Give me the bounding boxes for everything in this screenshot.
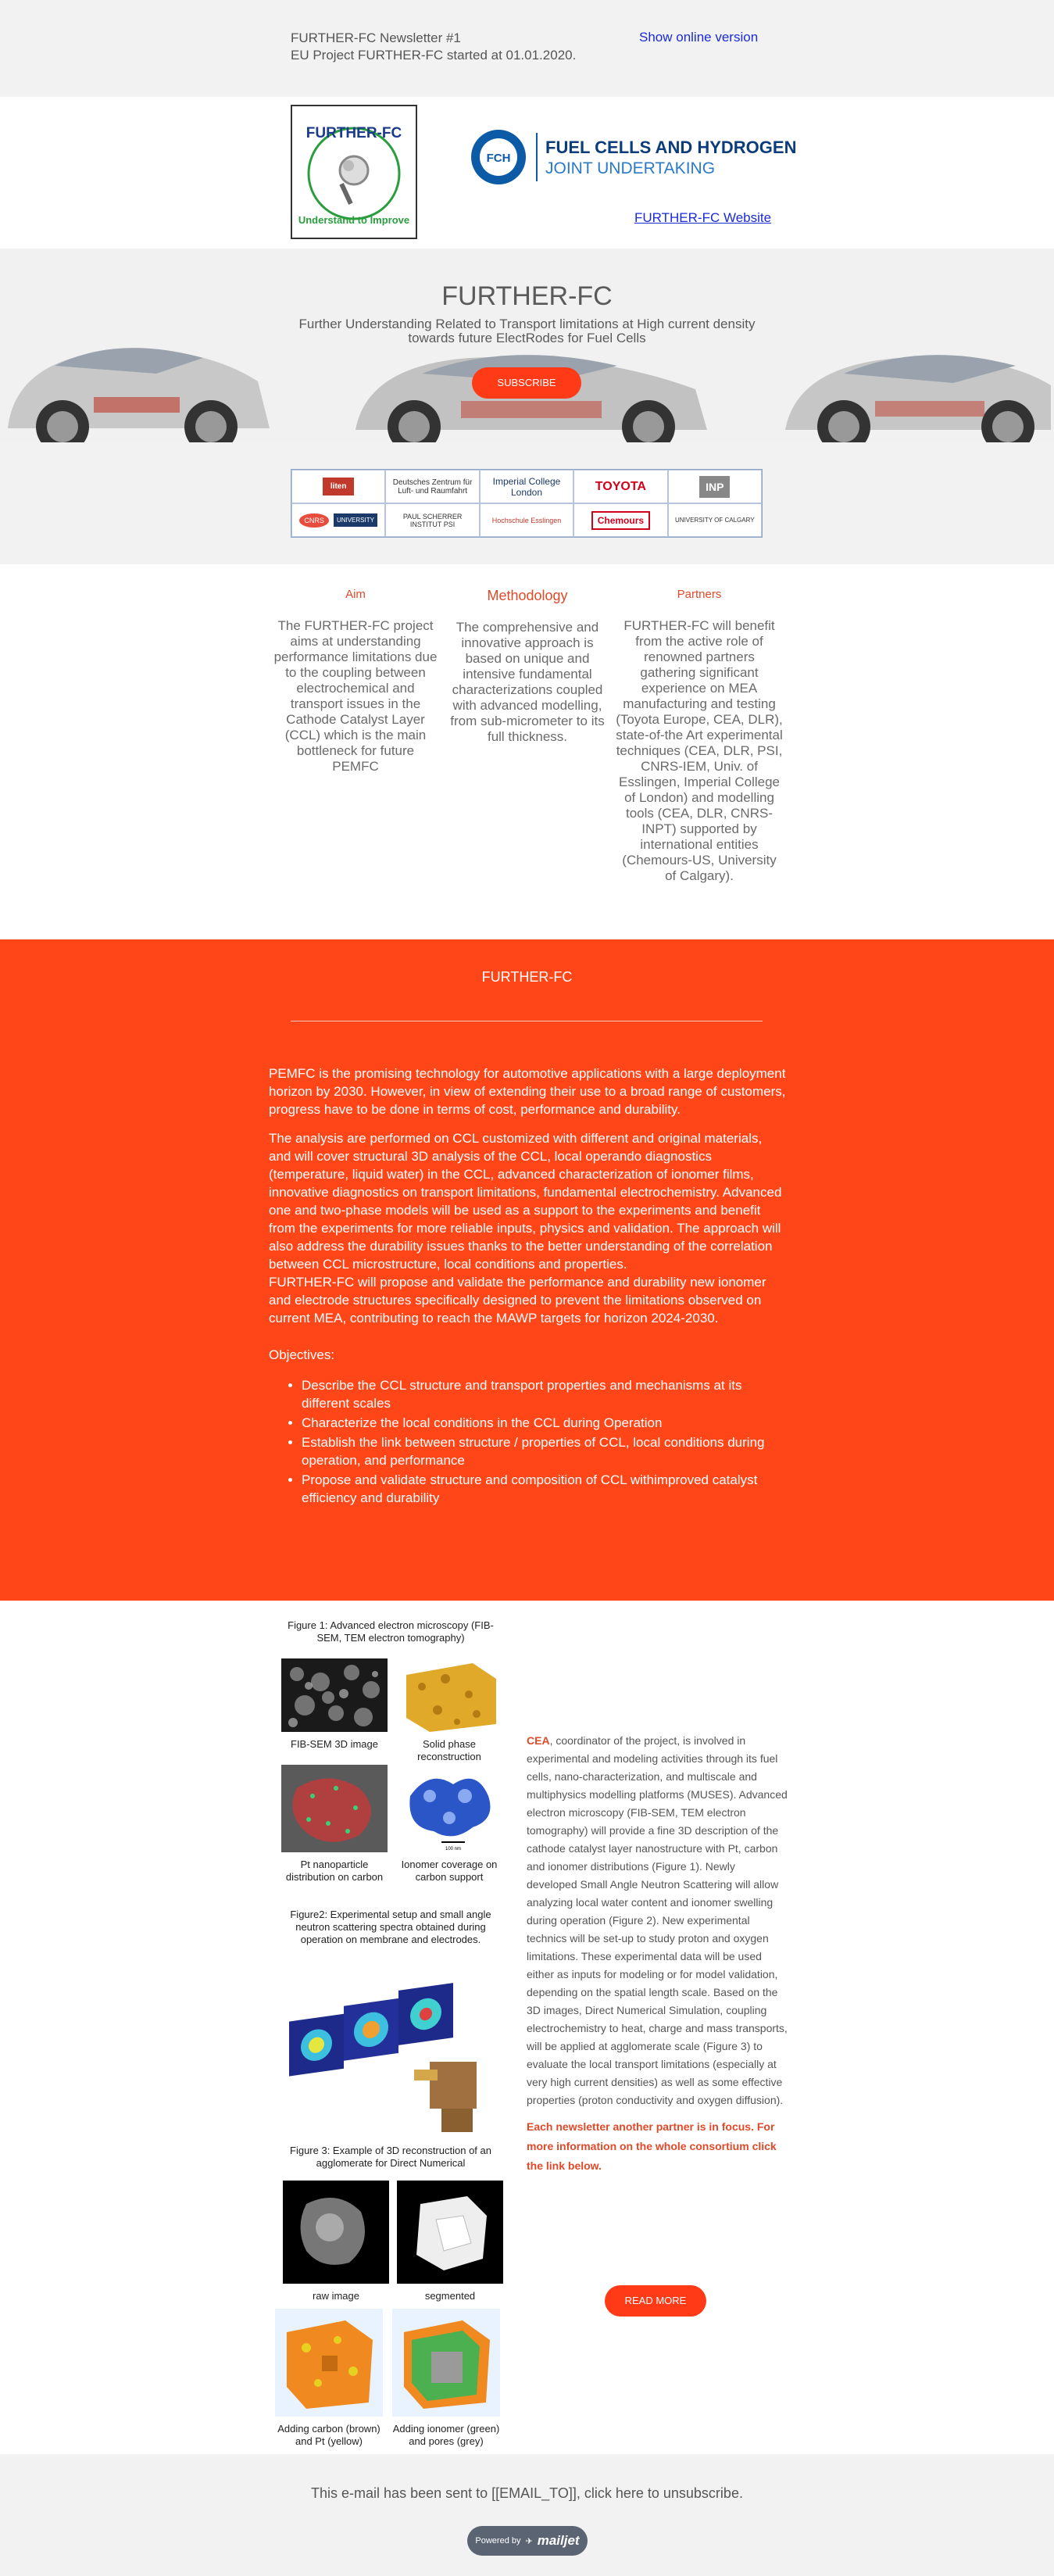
adding-carbon-image xyxy=(275,2309,383,2417)
objective-item: • Establish the link between structure / properties of CCL, local conditions during operation, and performance xyxy=(302,1433,788,1469)
adding-ionomer-image xyxy=(392,2309,500,2417)
partner-logo: TOYOTA xyxy=(573,470,667,503)
fib-sem-caption: FIB-SEM 3D image xyxy=(291,1738,378,1750)
fch-ju-logo xyxy=(469,122,797,192)
aim-title: Aim xyxy=(345,588,366,601)
logo-band xyxy=(0,97,1054,249)
partner-logos-band xyxy=(0,442,1054,564)
cea-focus-section xyxy=(0,1601,1054,2454)
adding-ionomer-caption: Adding ionomer (green) and pores (grey) xyxy=(392,2423,500,2447)
logo-tagline: Understand to Improve xyxy=(298,214,410,226)
partner-logo: Imperial College London xyxy=(480,470,573,503)
methodology-column xyxy=(444,588,611,745)
partner-logo: INP xyxy=(668,470,762,503)
newsletter-header xyxy=(0,0,1054,97)
figure2-caption: Figure2: Experimental setup and small angle neutron scattering spectra obtained during operation on membrane and electrodes. xyxy=(290,1909,491,1945)
partner-logo: Deutsches Zentrum für Luft- und Raumfahrt xyxy=(385,470,479,503)
further-fc-website-link[interactable]: FURTHER-FC Website xyxy=(634,210,772,225)
hero-subtitle-line2: towards future ElectRodes for Fuel Cells xyxy=(408,331,646,345)
logo-name: FURTHER-FC xyxy=(305,125,402,141)
paper-plane-icon: ✈ xyxy=(525,2536,533,2546)
partner-logo: Chemours xyxy=(573,503,667,537)
raw-image xyxy=(283,2181,389,2284)
project-paragraph: The analysis are performed on CCL customized with different and original materials, and will cover structural 3D analysis of the CCL, local operando diagnostics (temperature, liquid water) in the CCL, advanced characterization of ionomer films, innovative diagnostics on transport limitations, fundamental electrochemistry. Advanced one and two-phase models will be used as a support to the experiments and benefit from the experiments for more reliable inputs, physics and validation. The approach will also address the durability issues thanks to the better understanding of the correlation between CCL microstructure, local conditions and properties. xyxy=(269,1131,782,1272)
aim-column xyxy=(272,588,439,775)
methodology-text: The comprehensive and innovative approach is based on unique and intensive fundamental characterizations coupled with advanced modelling, from sub-micrometer to its full thickness. xyxy=(450,620,605,744)
partner-logos-grid xyxy=(291,469,763,538)
partner-logo: liten xyxy=(291,470,385,503)
solid-phase-image xyxy=(398,1655,500,1733)
unsubscribe-link[interactable]: This e-mail has been sent to [[EMAIL_TO]], click here to unsubscribe. xyxy=(311,2485,743,2501)
fib-sem-image xyxy=(281,1658,388,1732)
powered-by-badge[interactable] xyxy=(467,2526,588,2556)
further-fc-logo xyxy=(291,105,417,239)
objective-item: • Describe the CCL structure and transport properties and mechanisms at its different scales xyxy=(302,1376,788,1412)
car-right xyxy=(785,355,1051,453)
ionomer-coverage-image xyxy=(398,1765,500,1852)
subscribe-button[interactable]: SUBSCRIBE xyxy=(472,367,581,399)
partners-title: Partners xyxy=(677,588,722,601)
objective-item: • Characterize the local conditions in the CCL during Operation xyxy=(302,1414,788,1432)
partners-text: FURTHER-FC will benefit from the active role of renowned partners gathering significant experience on MEA manufacturing and testing (Toyota Europe, CEA, DLR), state-of-the Art experimental techniques (CEA, DLR, PSI, CNRS-IEM, Univ. of Esslingen, Imperial College of London) and modelling tools (CEA, DLR, CNRS-INPT) supported by international entities (Chemours-US, University of Calgary). xyxy=(616,618,783,883)
raw-image-caption: raw image xyxy=(313,2290,359,2302)
objectives-list xyxy=(302,1376,788,1507)
segmented-caption: segmented xyxy=(424,2290,476,2302)
partner-focus-note: Each newsletter another partner is in focus. For more information on the whole consortium click the link below. xyxy=(527,2120,777,2172)
cea-lead: CEA xyxy=(527,1734,550,1747)
ionomer-coverage-caption: Ionomer coverage on carbon support xyxy=(401,1859,498,1883)
scale-bar-label: 100 nm xyxy=(445,1847,462,1852)
cea-body: , coordinator of the project, is involved in experimental and modeling activities through its fuel cells, nano-characterization, and multiscale and multiphysics modelling platforms (MUSES). Advanced electron microscopy (FIB-SEM, TEM electron tomography) will provide a fine 3D description of the cathode catalyst layer nanostructure with Pt, carbon and ionomer distributions (Figure 1). Newly developed Small Angle Neutron Scattering will allow analyzing local water content and ionomer swelling during operation (Figure 2). New experimental technics will be set-up to study proton and oxygen limitations. These experimental data will be used either as inputs for modeling or for model validation, depending on the spatial length scale. Based on the 3D images, Direct Numerical Simulation, coupling electrochemistry to heat, charge and mass transports, will be applied at agglomerate scale (Figure 3) to evaluate the local transport limitations (especially at very high current densities) as well as some effective properties (proton conductivity and oxygen diffusion). xyxy=(527,1734,788,2106)
car-left xyxy=(8,348,270,453)
brand-name: mailjet xyxy=(537,2533,580,2548)
fch-line1: FUEL CELLS AND HYDROGEN xyxy=(545,138,797,157)
solid-phase-caption: Solid phase reconstruction xyxy=(417,1738,481,1762)
aim-methodology-partners xyxy=(0,564,1054,939)
cea-description xyxy=(527,1732,788,2176)
project-paragraph: PEMFC is the promising technology for automotive applications with a large deployment horizon by 2030. However, in view of extending their use to a broad range of customers, progress have to be done in terms of cost, performance and durability. xyxy=(269,1066,786,1117)
segmented-image xyxy=(397,2181,503,2284)
read-more-button[interactable]: READ MORE xyxy=(605,2285,706,2317)
pt-nanoparticle-caption: Pt nanoparticle distribution on carbon xyxy=(285,1859,384,1883)
partner-logo: UNIVERSITY OF CALGARY xyxy=(668,503,762,537)
objectives-title: Objectives: xyxy=(269,1347,335,1362)
email-footer xyxy=(0,2454,1054,2576)
project-body xyxy=(269,1064,788,1508)
figure3-caption: Figure 3: Example of 3D reconstruction of an agglomerate for Direct Numerical xyxy=(290,2145,491,2169)
aim-text: The FURTHER-FC project aims at understanding performance limitations due to the coupling between electrochemical and transport issues in the Cathode Catalyst Layer (CCL) which is the main bottleneck for future PEMFC xyxy=(273,618,438,774)
fch-line2: JOINT UNDERTAKING xyxy=(545,159,716,177)
adding-carbon-caption: Adding carbon (brown) and Pt (yellow) xyxy=(277,2423,381,2447)
neutron-setup-image xyxy=(281,1968,508,2138)
objective-item: • Propose and validate structure and composition of CCL withimproved catalyst efficiency and durability xyxy=(302,1471,788,1507)
header-info xyxy=(291,30,576,64)
project-section xyxy=(0,939,1054,1601)
partner-logo: CNRS UNIVERSITY xyxy=(291,503,385,537)
hero-subtitle-line1: Further Understanding Related to Transport limitations at High current density xyxy=(298,317,756,331)
hero-banner xyxy=(0,249,1054,442)
newsletter-title: FURTHER-FC Newsletter #1 xyxy=(291,30,461,45)
partners-column xyxy=(616,588,783,884)
car-illustrations xyxy=(0,249,1054,442)
pt-nanoparticle-image xyxy=(281,1765,388,1852)
show-online-link[interactable]: Show online version xyxy=(639,30,759,45)
project-start: EU Project FURTHER-FC started at 01.01.2020. xyxy=(291,48,577,63)
hero-title: FURTHER-FC xyxy=(441,281,613,311)
project-paragraph: FURTHER-FC will propose and validate the performance and durability new ionomer and electrode structures specifically designed to prevent the limitations observed on current MEA, contributing to reach the MAWP targets for horizon 2024-2030. xyxy=(269,1275,766,1326)
powered-by-label: Powered by xyxy=(475,2536,521,2546)
partner-logo: Hochschule Esslingen xyxy=(480,503,573,537)
fch-badge: FCH xyxy=(486,152,511,165)
partner-logo: PAUL SCHERRER INSTITUT PSI xyxy=(385,503,479,537)
figure1-caption: Figure 1: Advanced electron microscopy (FIB-SEM, TEM electron tomography) xyxy=(288,1619,494,1644)
hero-subtitle xyxy=(0,317,1054,345)
methodology-title: Methodology xyxy=(487,588,568,603)
project-title: FURTHER-FC xyxy=(481,969,573,985)
